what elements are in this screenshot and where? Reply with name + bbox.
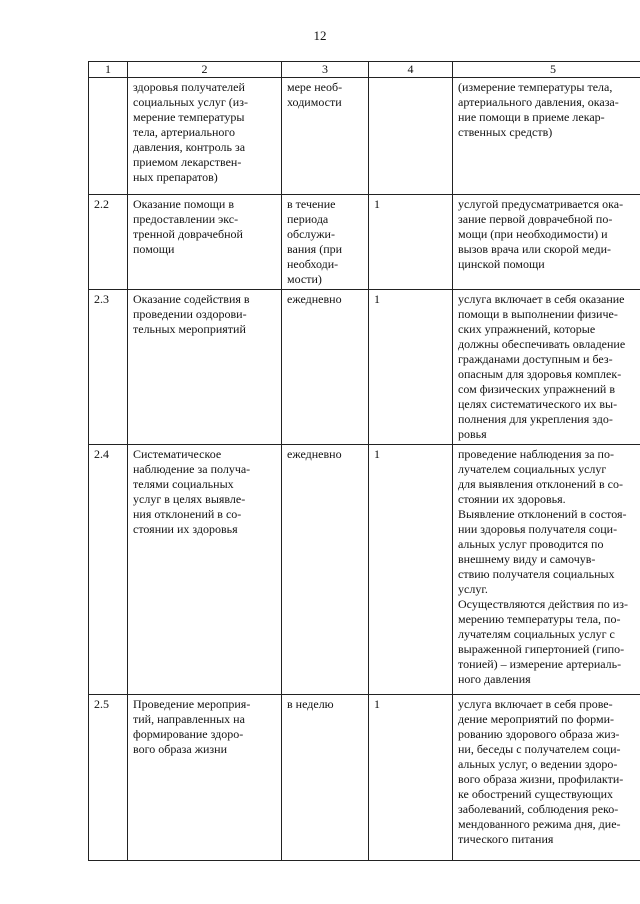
header-col-1: 1 (89, 62, 128, 78)
row-number: 2.2 (89, 195, 128, 290)
header-col-5: 5 (453, 62, 640, 78)
service-quantity: 1 (369, 195, 453, 290)
service-name: Проведение мероприя- тий, направленных на формирование здоро- вого образа жизни (128, 695, 282, 861)
service-description: услугой предусматривается ока- зание первой доврачебной по- мощи (при необходимости) и вызов врача или скорой меди- цинской помощи (453, 195, 640, 290)
header-col-2: 2 (128, 62, 282, 78)
table-row (89, 78, 640, 195)
service-quantity: 1 (369, 445, 453, 695)
service-name: Оказание помощи в предоставлении экс- тренной доврачебной помощи (128, 195, 282, 290)
table-row (89, 445, 640, 695)
header-col-4: 4 (369, 62, 453, 78)
table-row (89, 290, 640, 445)
service-period: мере необ- ходимости (282, 78, 369, 195)
table-row (89, 695, 640, 861)
row-number: 2.4 (89, 445, 128, 695)
table-row (89, 195, 640, 290)
service-name: здоровья получателей социальных услуг (из- мерение температуры тела, артериального давления, контроль за приемом лекарствен- ных препаратов) (128, 78, 282, 195)
service-period: ежедневно (282, 290, 369, 445)
service-period: в течение периода обслужи- вания (при необходи- мости) (282, 195, 369, 290)
service-description: проведение наблюдения за по- лучателем социальных услуг для выявления отклонений в со- стоянии их здоровья. Выявление отклонений в состоя- нии здоровья получателя соци- альных услуг проводится по внешнему виду и самочув- ствию получателя социальных услуг. Осуществляются действия по из- мерению температуры тела, по- лучателям социальных услуг с выраженной гипертонией (гипо- тонией) – измерение артериаль- ного давления (453, 445, 640, 695)
service-description: услуга включает в себя прове- дение мероприятий по форми- рованию здорового образа жиз- ни, беседы с получателем соци- альных услуг, о ведении здоро- вого образа жизни, профилакти- ке обострений существующих заболеваний, соблюдения реко- мендованного режима дня, дие- тического питания (453, 695, 640, 861)
service-quantity (369, 78, 453, 195)
header-col-3: 3 (282, 62, 369, 78)
row-number: 2.5 (89, 695, 128, 861)
service-description: (измерение температуры тела, артериального давления, оказа- ние помощи в приеме лекар- ственных средств) (453, 78, 640, 195)
row-number: 2.3 (89, 290, 128, 445)
service-name: Оказание содействия в проведении оздорови- тельных мероприятий (128, 290, 282, 445)
service-period: в неделю (282, 695, 369, 861)
service-description: услуга включает в себя оказание помощи в выполнении физиче- ских упражнений, которые должны обеспечивать овладение гражданами доступным и без- опасным для здоровья комплек- сом физических упражнений в целях систематического их вы- полнения для укрепления здо- ровья (453, 290, 640, 445)
page-number: 12 (313, 28, 327, 43)
service-quantity: 1 (369, 290, 453, 445)
service-quantity: 1 (369, 695, 453, 861)
services-table (88, 61, 640, 861)
service-name: Систематическое наблюдение за получа- телями социальных услуг в целях выявле- ния отклонений в со- стоянии их здоровья (128, 445, 282, 695)
service-period: ежедневно (282, 445, 369, 695)
table-header-row (89, 62, 640, 78)
row-number (89, 78, 128, 195)
